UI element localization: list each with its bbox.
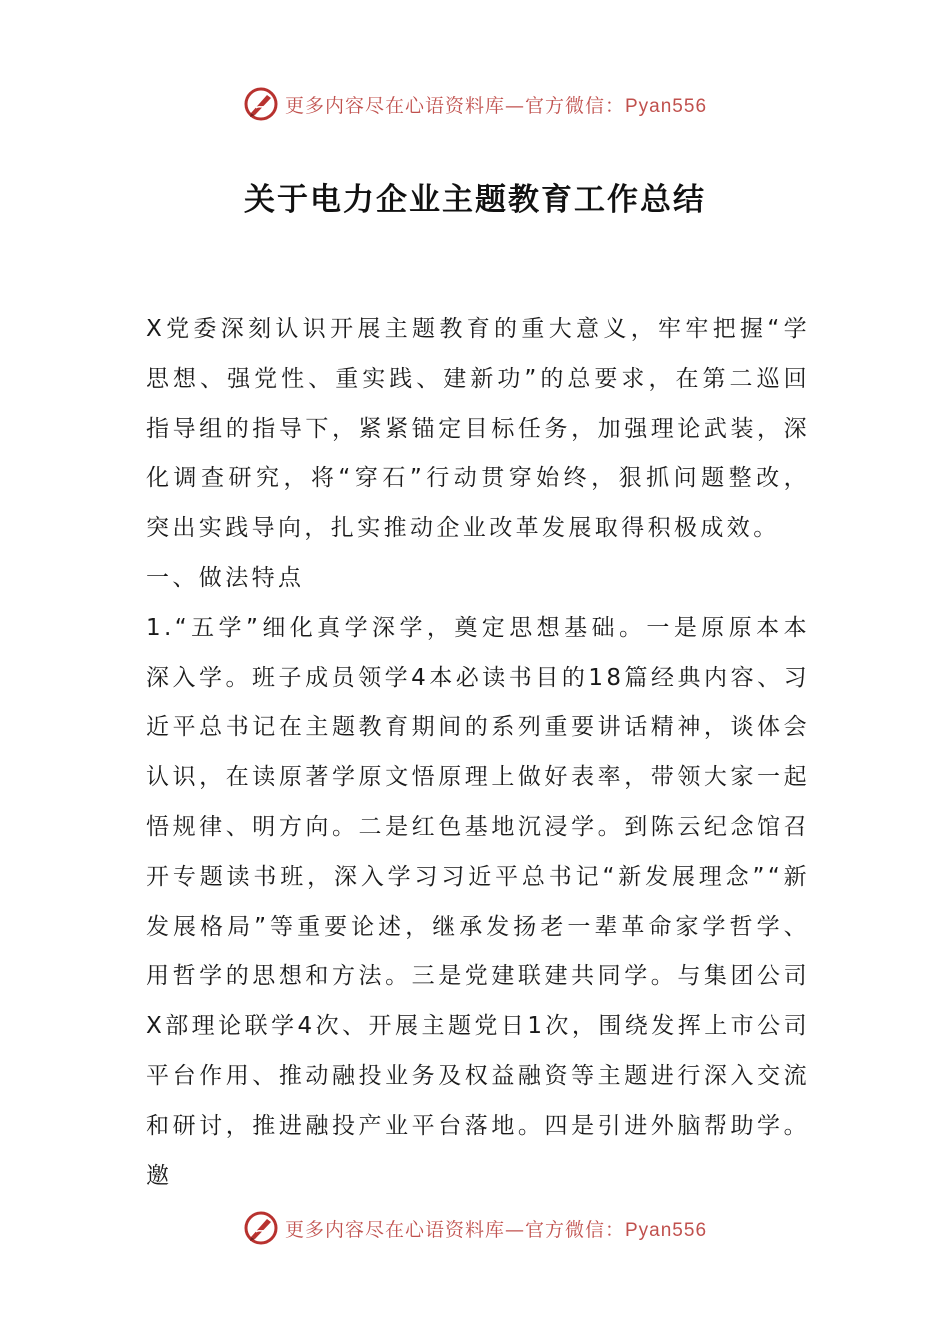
document-body (146, 305, 810, 1201)
watermark-text: 更多内容尽在心语资料库—官方微信：Pyan556 (284, 1218, 708, 1241)
pen-logo-icon (243, 1210, 279, 1246)
document-title: 关于电力企业主题教育工作总结 (244, 182, 706, 218)
paragraph-item-1: 1.“五学”细化真学深学，奠定思想基础。一是原原本本深入学。班子成员领学4本必读书目的18篇经典内容、习近平总书记在主题教育期间的系列重要讲话精神，谈体会认识，在读原著学原文悟原理上做好表率，带领大家一起悟规律、明方向。二是红色基地沉浸学。到陈云纪念馆召开专题读书班，深入学习习近平总书记“新发展理念”“新发展格局”等重要论述，继承发扬老一辈革命家学哲学、用哲学的思想和方法。三是党建联建共同学。与集团公司X部理论联学4次、开展主题党日1次，围绕发挥上市公司平台作用、推动融投业务及权益融资等主题进行深入交流和研讨，推进融投产业平台落地。四是引进外脑帮助学。邀 (146, 614, 810, 1189)
wechat-id: Pyan556 (625, 1219, 708, 1241)
watermark-footer (0, 1208, 950, 1248)
paragraph-intro: X党委深刻认识开展主题教育的重大意义，牢牢把握“学思想、强党性、重实践、建新功”的总要求，在第二巡回指导组的指导下，紧紧锚定目标任务，加强理论武装，深化调查研究，将“穿石”行动贯穿始终，狠抓问题整改，突出实践导向，扎实推动企业改革发展取得积极成效。 (146, 316, 810, 542)
watermark-text: 更多内容尽在心语资料库—官方微信：Pyan556 (284, 94, 708, 117)
wechat-id: Pyan556 (625, 95, 708, 117)
pen-logo-icon (243, 86, 279, 122)
section-heading: 一、做法特点 (146, 564, 305, 591)
watermark-header (0, 84, 950, 124)
